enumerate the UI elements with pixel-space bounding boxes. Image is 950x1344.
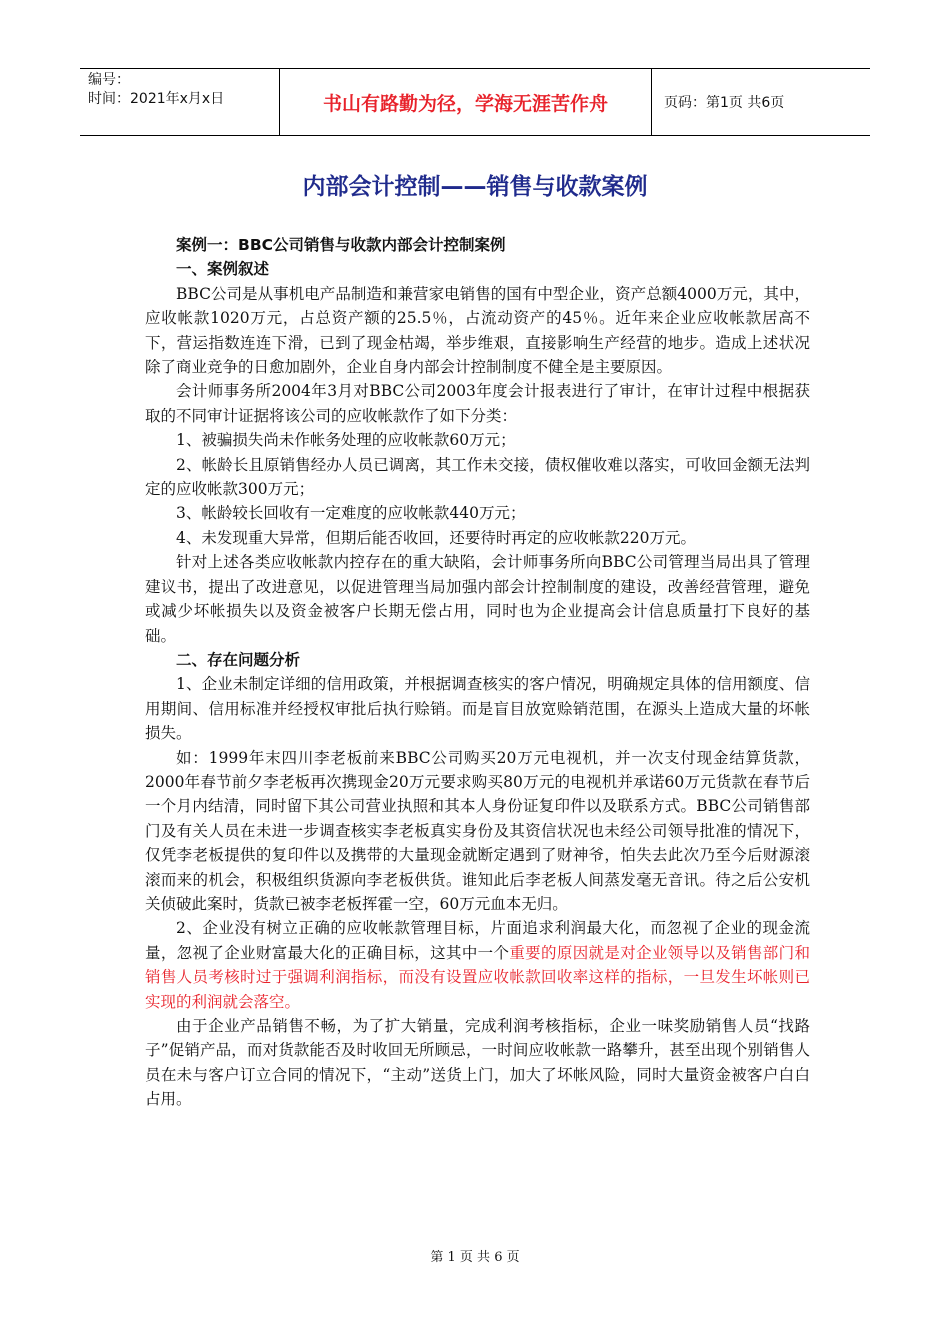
list-item: 2、帐龄长且原销售经办人员已调离，其工作未交接，债权催收难以落实，可收回金额无法判定的应收帐款300万元； bbox=[145, 455, 810, 499]
page-header bbox=[80, 68, 870, 136]
paragraph: 会计师事务所2004年3月对BBC公司2003年度会计报表进行了审计，在审计过程中根据获取的不同审计证据将该公司的应收帐款作了如下分类： bbox=[145, 382, 810, 425]
paragraph: 针对上述各类应收帐款内控存在的重大缺陷，会计师事务所向BBC公司管理当局出具了管理建议书，提出了改进意见，以促进管理当局加强内部会计控制制度的建设，改善经营管理，避免或减少坏帐损失以及资金被客户长期无偿占用，同时也为企业提高会计信息质量打下良好的基础。 bbox=[145, 553, 810, 645]
header-page-info: 页码：第1页 共6页 bbox=[664, 95, 785, 111]
list-item: 3、帐龄较长回收有一定难度的应收帐款440万元； bbox=[176, 504, 526, 523]
header-motto: 书山有路勤为径，学海无涯苦作舟 bbox=[280, 69, 652, 135]
paragraph: 由于企业产品销售不畅，为了扩大销量，完成利润考核指标，企业一味奖励销售人员“找路子”促销产品，而对货款能否及时收回无所顾忌，一时间应收帐款一路攀升，甚至出现个别销售人员在未与客户订立合同的情况下，“主动”送货上门，加大了坏帐风险，同时大量资金被客户白白占用。 bbox=[145, 1017, 810, 1109]
header-meta bbox=[80, 69, 280, 135]
date-label: 时间：2021年x月x日 bbox=[88, 91, 225, 107]
paragraph: 1、企业未制定详细的信用政策，并根据调查核实的客户情况，明确规定具体的信用额度、信用期间、信用标准并经授权审批后执行赊销。而是盲目放宽赊销范围，在源头上造成大量的坏帐损失。 bbox=[145, 675, 810, 743]
highlighted-text: 重要的原因就是对企业领导以及销售部门和销售人员考核时过于强调利润指标，而没有设置应收帐款回收率这样的指标，一旦发生坏帐则已实现的利润就会落空。 bbox=[145, 943, 810, 1011]
page-footer: 第 1 页 共 6 页 bbox=[430, 1250, 520, 1265]
document-body bbox=[145, 233, 810, 1112]
list-item: 4、未发现重大异常，但期后能否收回，还要待时再定的应收帐款220万元。 bbox=[176, 528, 696, 547]
section-heading-1: 一、案例叙述 bbox=[176, 260, 270, 279]
document-title: 内部会计控制——销售与收款案例 bbox=[302, 174, 648, 200]
paragraph: BBC公司是从事机电产品制造和兼营家电销售的国有中型企业，资产总额4000万元，其中，应收帐款1020万元，占总资产额的25.5％，占流动资产的45％。近年来企业应收帐款居高不下，营运指数连连下滑，已到了现金枯竭，举步维艰，直接影响生产经营的地步。造成上述状况除了商业竞争的日愈加剧外，企业自身内部会计控制制度不健全是主要原因。 bbox=[145, 284, 810, 377]
section-heading-2: 二、存在问题分析 bbox=[176, 650, 301, 669]
number-label: 编号： bbox=[88, 72, 130, 88]
list-item: 1、被骗损失尚未作帐务处理的应收帐款60万元； bbox=[176, 431, 516, 450]
case-title: 案例一：BBC公司销售与收款内部会计控制案例 bbox=[176, 236, 506, 254]
paragraph-with-highlight bbox=[145, 916, 810, 1014]
paragraph-text: 2、企业没有树立正确的应收帐款管理目标，片面追求利润最大化，而忽视了企业的现金流量，忽视了企业财富最大化的正确目标，这其中一个 bbox=[145, 919, 810, 962]
paragraph: 如：1999年末四川李老板前来BBC公司购买20万元电视机，并一次支付现金结算货款，2000年春节前夕李老板再次携现金20万元要求购买80万元的电视机并承诺60万元货款在春节后一个月内结清，同时留下其公司营业执照和其本人身份证复印件以及联系方式。BBC公司销售部门及有关人员在未进一步调查核实李老板真实身份及其资信状况也未经公司领导批准的情况下，仅凭李老板提供的复印件以及携带的大量现金就断定遇到了财神爷，怕失去此次乃至今后财源滚滚而来的机会，积极组织货源向李老板供货。谁知此后李老板人间蒸发毫无音讯。待之后公安机关侦破此案时，货款已被李老板挥霍一空，60万元血本无归。 bbox=[145, 748, 810, 913]
